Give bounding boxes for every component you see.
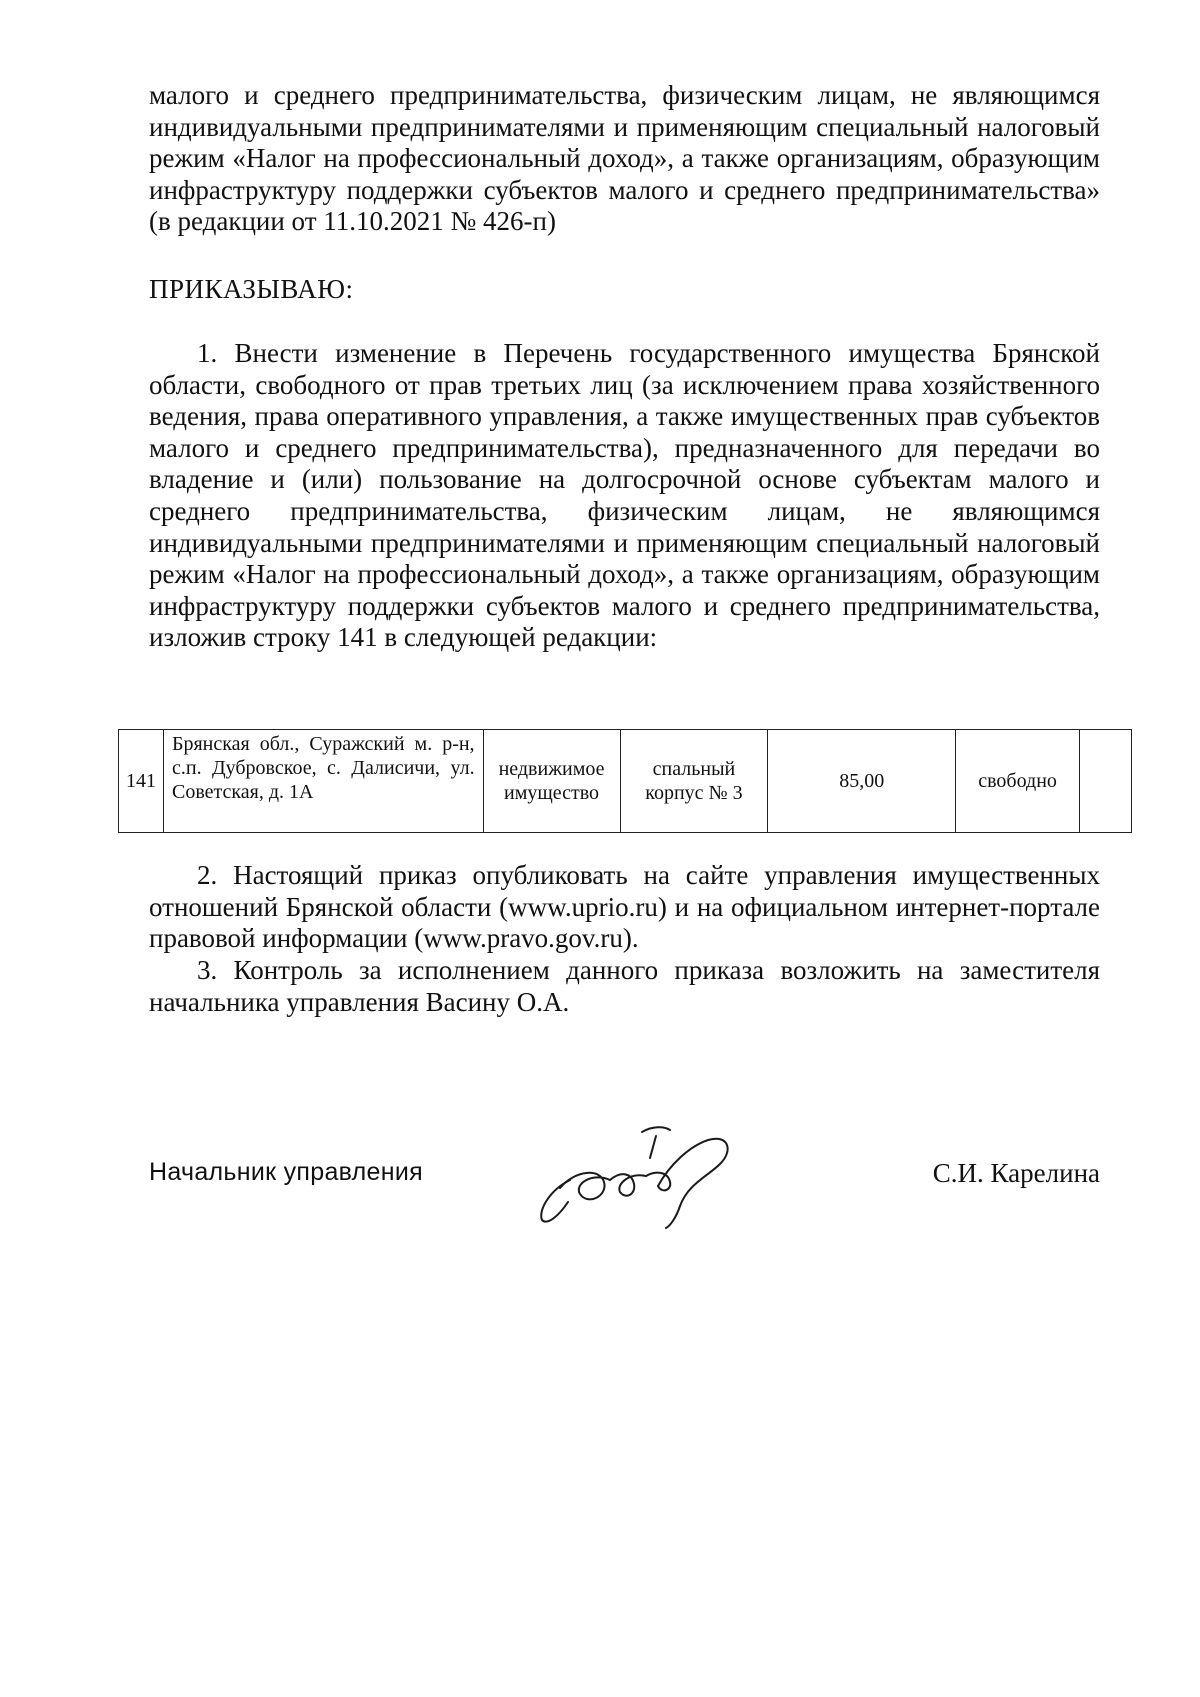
- table-row: [119, 730, 1132, 833]
- property-table: [118, 729, 1132, 833]
- row-number-cell: 141: [119, 730, 164, 833]
- area-cell: 85,00: [768, 730, 956, 833]
- item-3-paragraph: 3. Контроль за исполнением данного приказа возложить на заместителя начальника управления Васину О.А.: [149, 955, 1100, 1017]
- empty-cell: [1080, 730, 1132, 833]
- intro-paragraph: малого и среднего предпринимательства, физическим лицам, не являющимся индивидуальными предпринимателями и применяющим специальный налоговый режим «Налог на профессиональный доход», а также организациям, образующим инфраструктуру поддержки субъектов малого и среднего предпринимательства» (в редакции от 11.10.2021 № 426-п): [149, 80, 1100, 237]
- address-cell: Брянская обл., Суражский м. р-н, с.п. Дубровское, с. Далисичи, ул. Советская, д. 1А: [163, 730, 483, 833]
- property-type-cell: недвижимое имущество: [483, 730, 620, 833]
- property-name-cell: спальный корпус № 3: [620, 730, 768, 833]
- handwritten-signature: [530, 1110, 760, 1230]
- signatory-name: С.И. Карелина: [932, 1158, 1100, 1188]
- order-heading: ПРИКАЗЫВАЮ:: [149, 274, 354, 304]
- signatory-title: Начальник управления: [149, 1158, 423, 1186]
- status-cell: свободно: [956, 730, 1080, 833]
- item-2-paragraph: 2. Настоящий приказ опубликовать на сайте управления имущественных отношений Брянской области (www.uprio.ru) и на официальном интернет-портале правовой информации (www.pravo.gov.ru).: [149, 860, 1100, 954]
- item-1-paragraph: 1. Внести изменение в Перечень государственного имущества Брянской области, свободного от прав третьих лиц (за исключением права хозяйственного ведения, права оперативного управления, а также имущественных прав субъектов малого и среднего предпринимательства), предназначенного для передачи во владение и (или) пользование на долгосрочной основе субъектам малого и среднего предпринимательства, физическим лицам, не являющимся индивидуальными предпринимателями и применяющим специальный налоговый режим «Налог на профессиональный доход», а также организациям, образующим инфраструктуру поддержки субъектов малого и среднего предпринимательства, изложив строку 141 в следующей редакции:: [149, 338, 1100, 653]
